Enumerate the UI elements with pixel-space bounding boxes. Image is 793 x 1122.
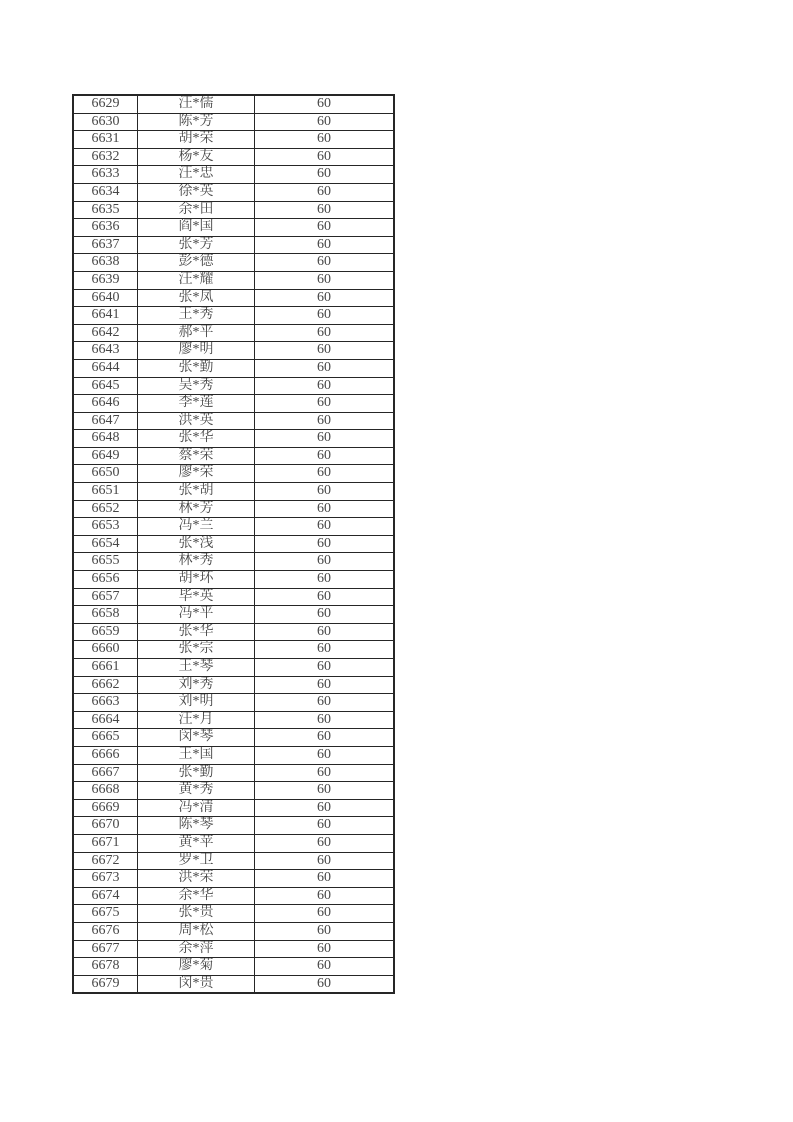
table-row <box>73 430 394 448</box>
masked-name-cell: 余*田 <box>138 201 255 219</box>
score-cell: 60 <box>255 183 395 201</box>
serial-number-cell: 6665 <box>73 729 138 747</box>
masked-name-cell: 洪*英 <box>138 412 255 430</box>
serial-number-cell: 6631 <box>73 131 138 149</box>
table-row <box>73 447 394 465</box>
serial-number-cell: 6650 <box>73 465 138 483</box>
serial-number-cell: 6663 <box>73 694 138 712</box>
serial-number-cell: 6655 <box>73 553 138 571</box>
score-cell: 60 <box>255 922 395 940</box>
serial-number-cell: 6643 <box>73 342 138 360</box>
serial-number-cell: 6677 <box>73 940 138 958</box>
serial-number-cell: 6666 <box>73 746 138 764</box>
score-cell: 60 <box>255 799 395 817</box>
serial-number-cell: 6664 <box>73 711 138 729</box>
masked-name-cell: 陈*芳 <box>138 113 255 131</box>
score-cell: 60 <box>255 975 395 993</box>
table-row <box>73 588 394 606</box>
serial-number-cell: 6634 <box>73 183 138 201</box>
masked-name-cell: 闵*贵 <box>138 975 255 993</box>
table-row <box>73 746 394 764</box>
table-row <box>73 465 394 483</box>
serial-number-cell: 6653 <box>73 518 138 536</box>
masked-name-cell: 张*宗 <box>138 641 255 659</box>
masked-name-cell: 张*浅 <box>138 535 255 553</box>
serial-number-cell: 6644 <box>73 359 138 377</box>
table-row <box>73 834 394 852</box>
score-cell: 60 <box>255 553 395 571</box>
table-row <box>73 395 394 413</box>
score-cell: 60 <box>255 905 395 923</box>
masked-name-cell: 汪*耀 <box>138 271 255 289</box>
masked-name-cell: 张*贵 <box>138 905 255 923</box>
serial-number-cell: 6660 <box>73 641 138 659</box>
table-row <box>73 535 394 553</box>
serial-number-cell: 6662 <box>73 676 138 694</box>
table-row <box>73 518 394 536</box>
table-row <box>73 659 394 677</box>
table-row <box>73 905 394 923</box>
masked-name-cell: 张*胡 <box>138 483 255 501</box>
masked-name-cell: 郝*平 <box>138 324 255 342</box>
masked-name-cell: 胡*荣 <box>138 131 255 149</box>
score-cell: 60 <box>255 764 395 782</box>
masked-name-cell: 闵*琴 <box>138 729 255 747</box>
serial-number-cell: 6679 <box>73 975 138 993</box>
table-row <box>73 307 394 325</box>
masked-name-cell: 张*华 <box>138 623 255 641</box>
masked-name-cell: 黄*秀 <box>138 782 255 800</box>
score-cell: 60 <box>255 254 395 272</box>
table-row <box>73 236 394 254</box>
masked-name-cell: 廖*荣 <box>138 465 255 483</box>
score-cell: 60 <box>255 324 395 342</box>
serial-number-cell: 6648 <box>73 430 138 448</box>
score-cell: 60 <box>255 571 395 589</box>
table-row <box>73 113 394 131</box>
table-row <box>73 271 394 289</box>
table-row <box>73 183 394 201</box>
masked-name-cell: 罗*卫 <box>138 852 255 870</box>
score-cell: 60 <box>255 782 395 800</box>
table-row <box>73 254 394 272</box>
table-row <box>73 342 394 360</box>
serial-number-cell: 6635 <box>73 201 138 219</box>
table-row <box>73 764 394 782</box>
score-cell: 60 <box>255 236 395 254</box>
serial-number-cell: 6661 <box>73 659 138 677</box>
table-row <box>73 483 394 501</box>
serial-number-cell: 6636 <box>73 219 138 237</box>
masked-name-cell: 张*勤 <box>138 764 255 782</box>
score-cell: 60 <box>255 271 395 289</box>
serial-number-cell: 6632 <box>73 148 138 166</box>
serial-number-cell: 6667 <box>73 764 138 782</box>
score-cell: 60 <box>255 412 395 430</box>
score-cell: 60 <box>255 588 395 606</box>
serial-number-cell: 6669 <box>73 799 138 817</box>
score-cell: 60 <box>255 307 395 325</box>
serial-number-cell: 6672 <box>73 852 138 870</box>
score-cell: 60 <box>255 342 395 360</box>
score-cell: 60 <box>255 289 395 307</box>
masked-name-cell: 胡*环 <box>138 571 255 589</box>
score-cell: 60 <box>255 711 395 729</box>
masked-name-cell: 林*秀 <box>138 553 255 571</box>
score-cell: 60 <box>255 483 395 501</box>
serial-number-cell: 6633 <box>73 166 138 184</box>
score-cell: 60 <box>255 852 395 870</box>
table-row <box>73 641 394 659</box>
table-row <box>73 922 394 940</box>
masked-name-cell: 刘*秀 <box>138 676 255 694</box>
serial-number-cell: 6629 <box>73 95 138 113</box>
table-row <box>73 940 394 958</box>
score-cell: 60 <box>255 131 395 149</box>
score-cell: 60 <box>255 623 395 641</box>
table-row <box>73 694 394 712</box>
serial-number-cell: 6638 <box>73 254 138 272</box>
serial-number-cell: 6646 <box>73 395 138 413</box>
table-row <box>73 359 394 377</box>
score-cell: 60 <box>255 359 395 377</box>
masked-name-cell: 黄*苹 <box>138 834 255 852</box>
score-cell: 60 <box>255 447 395 465</box>
table-row <box>73 606 394 624</box>
serial-number-cell: 6645 <box>73 377 138 395</box>
score-cell: 60 <box>255 377 395 395</box>
masked-name-cell: 张*芳 <box>138 236 255 254</box>
serial-number-cell: 6651 <box>73 483 138 501</box>
serial-number-cell: 6657 <box>73 588 138 606</box>
serial-number-cell: 6668 <box>73 782 138 800</box>
table-row <box>73 131 394 149</box>
table-row <box>73 201 394 219</box>
score-cell: 60 <box>255 518 395 536</box>
table-row <box>73 729 394 747</box>
serial-number-cell: 6673 <box>73 870 138 888</box>
score-cell: 60 <box>255 395 395 413</box>
score-cell: 60 <box>255 641 395 659</box>
masked-name-cell: 阎*国 <box>138 219 255 237</box>
serial-number-cell: 6630 <box>73 113 138 131</box>
serial-number-cell: 6671 <box>73 834 138 852</box>
score-cell: 60 <box>255 535 395 553</box>
score-cell: 60 <box>255 201 395 219</box>
table-row <box>73 782 394 800</box>
serial-number-cell: 6642 <box>73 324 138 342</box>
score-cell: 60 <box>255 606 395 624</box>
table-row <box>73 289 394 307</box>
serial-number-cell: 6659 <box>73 623 138 641</box>
serial-number-cell: 6649 <box>73 447 138 465</box>
masked-name-cell: 杨*友 <box>138 148 255 166</box>
masked-name-cell: 洪*荣 <box>138 870 255 888</box>
masked-name-cell: 王*国 <box>138 746 255 764</box>
serial-number-cell: 6640 <box>73 289 138 307</box>
masked-name-cell: 汪*月 <box>138 711 255 729</box>
serial-number-cell: 6639 <box>73 271 138 289</box>
score-cell: 60 <box>255 659 395 677</box>
score-cell: 60 <box>255 834 395 852</box>
score-cell: 60 <box>255 148 395 166</box>
table-row <box>73 148 394 166</box>
table-row <box>73 887 394 905</box>
masked-name-cell: 张*凤 <box>138 289 255 307</box>
table-row <box>73 219 394 237</box>
table-row <box>73 500 394 518</box>
score-cell: 60 <box>255 940 395 958</box>
table-row <box>73 377 394 395</box>
masked-name-cell: 李*莲 <box>138 395 255 413</box>
serial-number-cell: 6654 <box>73 535 138 553</box>
masked-name-cell: 张*勤 <box>138 359 255 377</box>
table-row <box>73 852 394 870</box>
serial-number-cell: 6647 <box>73 412 138 430</box>
results-table-body <box>73 95 394 993</box>
masked-name-cell: 冯*清 <box>138 799 255 817</box>
table-row <box>73 95 394 113</box>
table-row <box>73 799 394 817</box>
masked-name-cell: 徐*英 <box>138 183 255 201</box>
score-cell: 60 <box>255 95 395 113</box>
serial-number-cell: 6676 <box>73 922 138 940</box>
masked-name-cell: 陈*琴 <box>138 817 255 835</box>
score-cell: 60 <box>255 817 395 835</box>
masked-name-cell: 廖*菊 <box>138 958 255 976</box>
table-row <box>73 817 394 835</box>
results-table <box>72 94 395 994</box>
table-row <box>73 676 394 694</box>
masked-name-cell: 林*芳 <box>138 500 255 518</box>
masked-name-cell: 周*松 <box>138 922 255 940</box>
masked-name-cell: 余*萍 <box>138 940 255 958</box>
masked-name-cell: 王*秀 <box>138 307 255 325</box>
table-row <box>73 412 394 430</box>
table-row <box>73 571 394 589</box>
masked-name-cell: 吴*秀 <box>138 377 255 395</box>
table-row <box>73 870 394 888</box>
masked-name-cell: 冯*平 <box>138 606 255 624</box>
serial-number-cell: 6656 <box>73 571 138 589</box>
table-row <box>73 324 394 342</box>
serial-number-cell: 6670 <box>73 817 138 835</box>
score-cell: 60 <box>255 166 395 184</box>
masked-name-cell: 蔡*荣 <box>138 447 255 465</box>
serial-number-cell: 6678 <box>73 958 138 976</box>
score-cell: 60 <box>255 729 395 747</box>
serial-number-cell: 6675 <box>73 905 138 923</box>
score-cell: 60 <box>255 676 395 694</box>
serial-number-cell: 6652 <box>73 500 138 518</box>
serial-number-cell: 6658 <box>73 606 138 624</box>
table-row <box>73 958 394 976</box>
masked-name-cell: 王*琴 <box>138 659 255 677</box>
score-cell: 60 <box>255 870 395 888</box>
masked-name-cell: 余*华 <box>138 887 255 905</box>
score-cell: 60 <box>255 887 395 905</box>
masked-name-cell: 彭*德 <box>138 254 255 272</box>
score-cell: 60 <box>255 746 395 764</box>
score-cell: 60 <box>255 219 395 237</box>
score-cell: 60 <box>255 694 395 712</box>
serial-number-cell: 6641 <box>73 307 138 325</box>
score-cell: 60 <box>255 500 395 518</box>
masked-name-cell: 汪*儒 <box>138 95 255 113</box>
table-row <box>73 166 394 184</box>
masked-name-cell: 刘*明 <box>138 694 255 712</box>
serial-number-cell: 6637 <box>73 236 138 254</box>
serial-number-cell: 6674 <box>73 887 138 905</box>
masked-name-cell: 廖*明 <box>138 342 255 360</box>
score-cell: 60 <box>255 958 395 976</box>
score-cell: 60 <box>255 430 395 448</box>
table-row <box>73 711 394 729</box>
masked-name-cell: 冯*兰 <box>138 518 255 536</box>
table-row <box>73 553 394 571</box>
table-row <box>73 623 394 641</box>
score-cell: 60 <box>255 113 395 131</box>
score-cell: 60 <box>255 465 395 483</box>
masked-name-cell: 汪*忠 <box>138 166 255 184</box>
masked-name-cell: 毕*英 <box>138 588 255 606</box>
masked-name-cell: 张*华 <box>138 430 255 448</box>
table-row <box>73 975 394 993</box>
